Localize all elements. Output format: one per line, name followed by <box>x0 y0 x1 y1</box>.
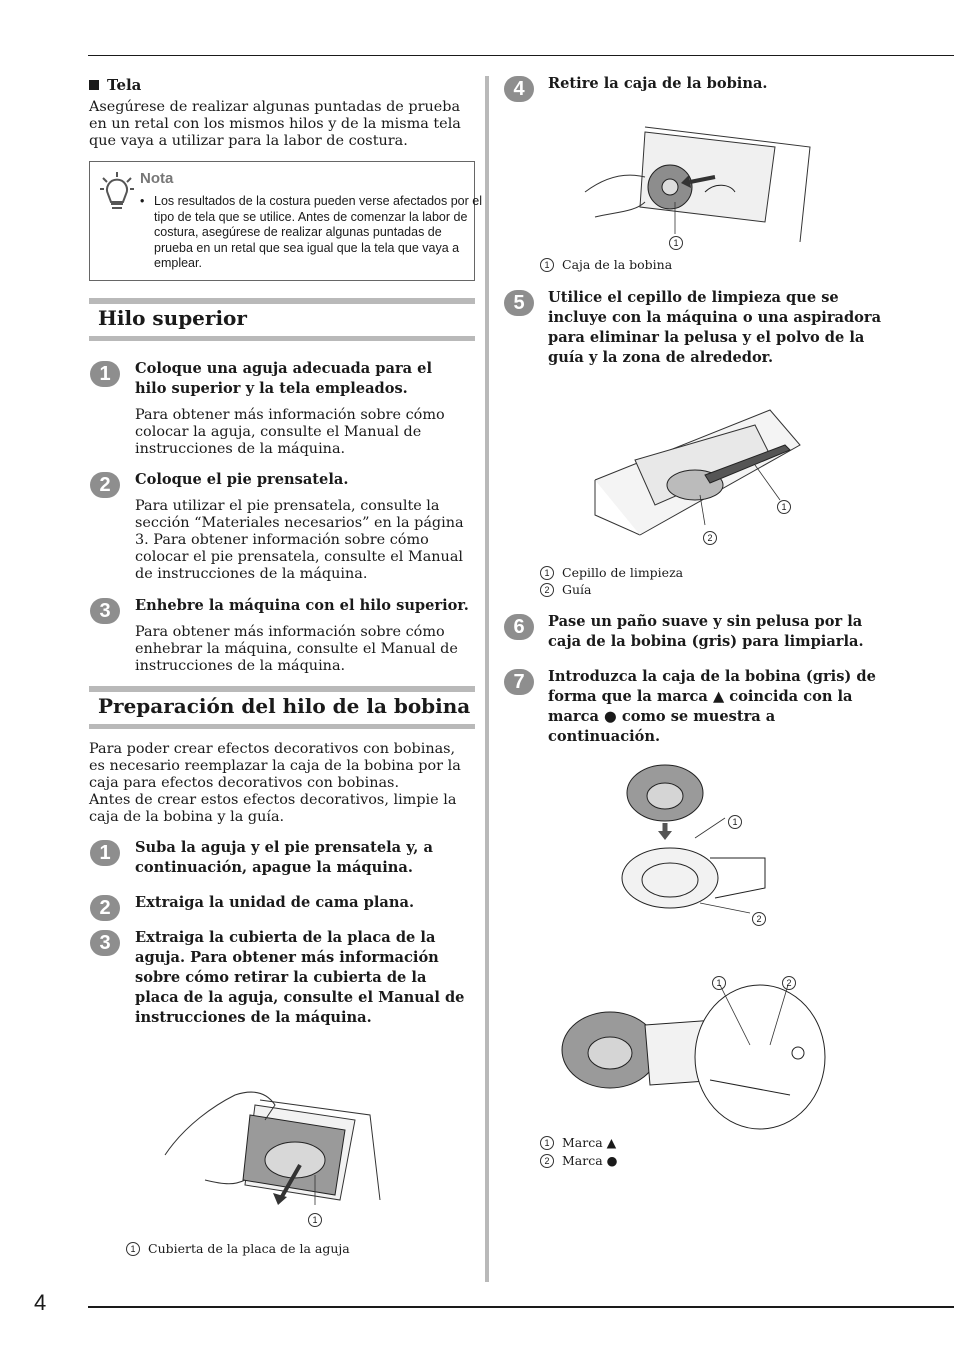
step-heading: Extraiga la cubierta de la placa de la aguja. Para obtener más información sobre cómo retirar la cubierta de la placa de la aguja, consulte el Manual de instrucciones de la máquina. <box>135 929 465 1026</box>
step-number: 3 <box>90 930 120 956</box>
bottom-rule <box>88 1306 954 1308</box>
tela-text: Asegúrese de realizar algunas puntadas de prueba en un retal con los mismos hilos y de la misma tela que vaya a utilizar para la labor de costura. <box>89 99 461 149</box>
page-number: 4 <box>34 1290 47 1315</box>
step-heading: Extraiga la unidad de cama plana. <box>135 894 415 911</box>
section-bar <box>89 298 475 304</box>
step-heading: Introduzca la caja de la bobina (gris) de forma que la marca ▲ coincida con la marca ● como se muestra a continuación. <box>548 668 876 745</box>
callout-number: 1 <box>777 500 791 514</box>
step-number: 2 <box>90 472 120 498</box>
step-heading: Coloque una aguja adecuada para el hilo superior y la tela empleados. <box>135 360 433 397</box>
tela-heading: Tela <box>89 76 475 94</box>
caption-cleaning-brush: 1 Cepillo de limpieza <box>540 564 683 581</box>
caption-bobbin-case: 1 Caja de la bobina <box>540 256 672 273</box>
bobbin-case-illustration <box>585 122 800 242</box>
lightbulb-icon <box>100 172 134 214</box>
section-bar <box>89 336 475 341</box>
column-divider <box>485 76 489 1282</box>
caption-mark-triangle: 1 Marca ▲ <box>540 1134 616 1151</box>
callout-number: 2 <box>752 912 766 926</box>
nota-box <box>89 161 482 281</box>
step-number: 4 <box>504 76 534 102</box>
step-body: Para obtener más información sobre cómo colocar la aguja, consulte el Manual de instrucciones de la máquina. <box>135 407 445 457</box>
step-number: 7 <box>504 669 534 695</box>
section-bar <box>89 686 475 692</box>
step-heading: Pase un paño suave y sin pelusa por la caja de la bobina (gris) para limpiarla. <box>548 613 864 650</box>
step-number: 1 <box>90 840 120 866</box>
step-number: 1 <box>90 361 120 387</box>
step-number: 6 <box>504 614 534 640</box>
bobina-intro: Para poder crear efectos decorativos con bobinas, es necesario reemplazar la caja de la bobina por la caja para efectos decorativos con bobinas. <box>89 741 461 791</box>
nota-title: Nota <box>140 170 174 187</box>
needle-plate-cover-illustration <box>165 1085 385 1215</box>
callout-number: 1 <box>669 236 683 250</box>
step-heading: Enhebre la máquina con el hilo superior. <box>135 597 469 614</box>
caption-guide: 2 Guía <box>540 581 592 598</box>
callout-number: 1 <box>308 1213 322 1227</box>
nota-text: • Los resultados de la costura pueden verse afectados por el tipo de tela que se utilice. Antes de comenzar la labor de costura, asegúrese de realizar algunas puntadas de prueba en un retal que sea igual que la tela que vaya a emplear. <box>140 194 484 272</box>
callout-number: 1 <box>728 815 742 829</box>
cleaning-brush-illustration <box>595 405 800 545</box>
section-title-bobina: Preparación del hilo de la bobina <box>98 694 471 718</box>
step-heading: Retire la caja de la bobina. <box>548 75 768 92</box>
step-heading: Utilice el cepillo de limpieza que se incluye con la máquina o una aspiradora para eliminar la pelusa y el polvo de la guía y la zona de alrededor. <box>548 289 882 366</box>
callout-number: 2 <box>703 531 717 545</box>
bobbin-marks-detail-illustration <box>560 985 830 1130</box>
step-heading: Coloque el pie prensatela. <box>135 471 349 488</box>
section-bar <box>89 724 475 729</box>
callout-number: 2 <box>782 976 796 990</box>
callout-number: 1 <box>712 976 726 990</box>
step-heading: Suba la aguja y el pie prensatela y, a continuación, apague la máquina. <box>135 839 433 876</box>
top-rule <box>88 55 954 56</box>
step-body: Para utilizar el pie prensatela, consulte la sección “Materiales necesarios” en la página 3. Para obtener información sobre cómo colocar el pie prensatela, consulte el Manual de instrucciones de la máquina. <box>135 498 464 582</box>
caption-needle-plate-cover: 1 Cubierta de la placa de la aguja <box>126 1240 350 1257</box>
caption-mark-circle: 2 Marca ● <box>540 1152 618 1169</box>
bobbin-insert-illustration <box>620 758 770 923</box>
bobina-intro-2: Antes de crear estos efectos decorativos, limpie la caja de la bobina y la guía. <box>89 792 457 825</box>
step-body: Para obtener más información sobre cómo enhebrar la máquina, consulte el Manual de instrucciones de la máquina. <box>135 624 458 674</box>
step-number: 3 <box>90 598 120 624</box>
section-title-hilo-superior: Hilo superior <box>98 306 247 330</box>
step-number: 2 <box>90 895 120 921</box>
step-number: 5 <box>504 290 534 316</box>
square-bullet-icon <box>89 80 99 90</box>
